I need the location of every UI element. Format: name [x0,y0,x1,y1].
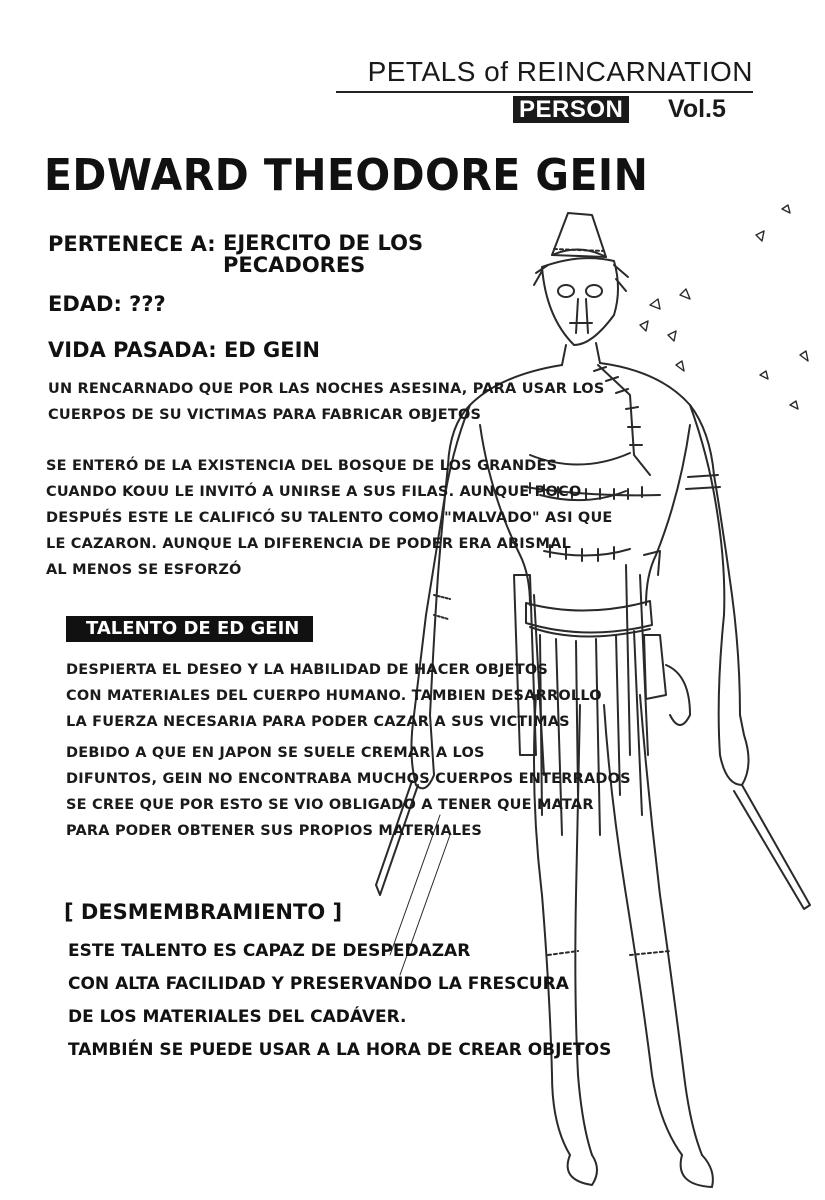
past-life-label: VIDA PASADA: [48,338,224,362]
past-life-field [48,338,320,363]
header-divider [336,91,753,93]
belongs-value: EJERCITO DE LOS PECADORES [222,231,424,277]
series-title: PETALS of REINCARNATION [367,56,753,87]
character-name: EDWARD THEODORE GEIN [44,150,649,201]
age-value: ??? [129,292,166,316]
age-field [48,292,166,317]
belongs-label: PERTENECE A: [48,232,223,256]
intro-paragraph: UN RENCARNADO QUE POR LAS NOCHES ASESINA, PARA USAR LOS CUERPOS DE SU VICTIMAS PARA FABRICAR OBJETOS [48,381,605,423]
person-badge: PERSON [513,96,629,123]
volume-label: Vol.5 [668,95,726,123]
talent-description-1: DESPIERTA EL DESEO Y LA HABILIDAD DE HACER OBJETOS CON MATERIALES DEL CUERPO HUMANO. TAMBIEN DESARROLLO LA FUERZA NECESARIA PARA PODER CAZAR A SUS VICTIMAS [66,662,602,730]
belongs-field [48,232,423,276]
talent-description-2: DEBIDO A QUE EN JAPON SE SUELE CREMAR A LOS DIFUNTOS, GEIN NO ENCONTRABA MUCHOS CUERPOS ENTERRADOS SE CREE QUE POR ESTO SE VIO OBLIGADO A TENER QUE MATAR PARA PODER OBTENER SUS PROPIOS MATERIALES [66,745,631,839]
skill-name: [ DESMEMBRAMIENTO ] [64,900,343,924]
skill-description: ESTE TALENTO ES CAPAZ DE DESPEDAZAR CON ALTA FACILIDAD Y PRESERVANDO LA FRESCURA DE LOS MATERIALES DEL CADÁVER. TAMBIÉN SE PUEDE USAR A LA HORA DE CREAR OBJETOS [68,941,612,1060]
history-paragraph: SE ENTERÓ DE LA EXISTENCIA DEL BOSQUE DE LOS GRANDES CUANDO KOUU LE INVITÓ A UNIRSE A SUS FILAS. AUNQUE POCO DESPUÉS ESTE LE CALIFICÓ SU TALENTO COMO "MALVADO" ASI QUE LE CAZARON. AUNQUE LA DIFERENCIA DE PODER ERA ABISMAL AL MENOS SE ESFORZÓ [46,458,613,578]
past-life-value: ED GEIN [223,338,320,362]
talent-section-label: TALENTO DE ED GEIN [66,616,313,642]
age-label: EDAD: [48,292,130,316]
